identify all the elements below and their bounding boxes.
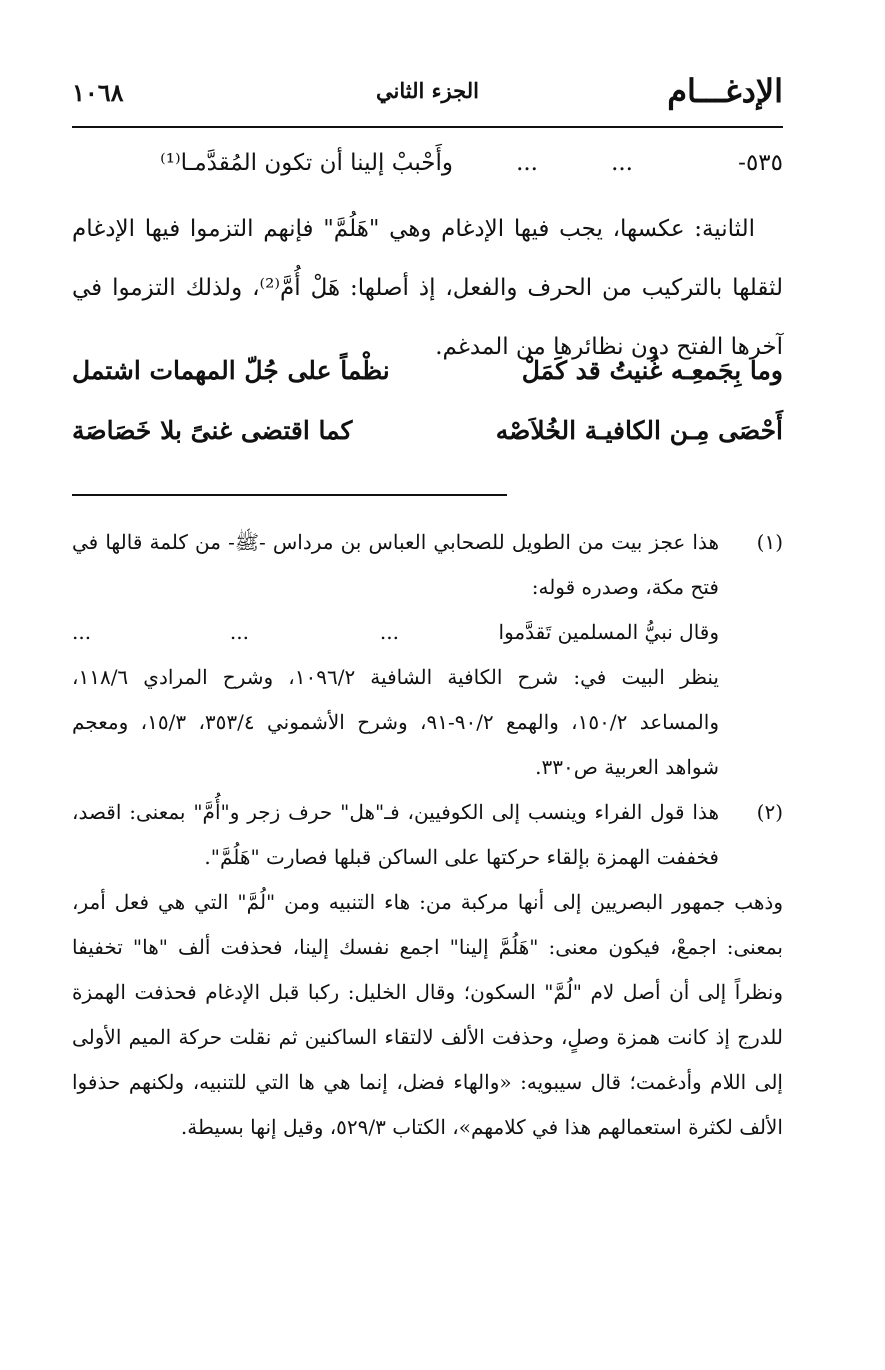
verse-ellipsis: ... bbox=[516, 150, 538, 176]
footnote-continuation: وذهب جمهور البصريين إلى أنها مركبة من: هاء التنبيه ومن "لُمَّ" التي هي فعل أمر، بمعنى: اجمعْ، فيكون معنى: "هَلُمَّ إلينا" اجمع نفسك إلينا، فحذفت ألف "ها" تخفيفا ونظراً إلى أن أصل لام "لُمَّ" السكون؛ وقال الخليل: ركبا قبل الإدغام فحذفت الهمزة للدرج إذ كانت همزة وصلٍ، وحذفت الألف لالتقاء الساكنين ثم نقلت حركة الميم الأولى إلى اللام وأدغمت؛ قال سيبويه: «والهاء فضل، إنما هي ها التي للتنبيه، ولكنهم حذفوا الألف لكثرة استعمالهم هذا في كلامهم»، الكتاب ٥٢٩/٣، وقيل إنها بسيطة. bbox=[72, 890, 783, 1139]
footnote-references: ينظر البيت في: شرح الكافية الشافية ١٠٩٦/٢، وشرح المرادي ١١٨/٦، والمساعد ١٥٠/٢، والهمع ٩٠/٢-٩١، وشرح الأشموني ٣٥٣/٤، ١٥/٣، ومعجم شواهد العربية ص٣٣٠. bbox=[72, 665, 719, 779]
footnote-marker: (٢) bbox=[756, 800, 783, 824]
verse-number: ٥٣٥- bbox=[738, 150, 783, 176]
poem-block bbox=[72, 356, 783, 476]
main-text bbox=[72, 200, 783, 377]
verse-ellipsis: ... bbox=[611, 150, 633, 176]
verse-535 bbox=[72, 150, 783, 194]
footnote-verse-text: وقال نبيُّ المسلمين تَقدَّموا bbox=[498, 620, 719, 644]
poem-hemistich: أَحْصَى مِـن الكافيـة الخُلاَصْه bbox=[495, 416, 783, 445]
footnote-divider bbox=[72, 494, 507, 496]
verse-text: وأَحْببْ إلينا أن تكون المُقدَّمـا⁽¹⁾ bbox=[160, 150, 453, 176]
verse-ellipsis: ... bbox=[379, 620, 399, 644]
verse-ellipsis: ... bbox=[229, 620, 249, 644]
footnote-text: هذا قول الفراء وينسب إلى الكوفيين، فـ"هل" حرف زجر و"أُمَّ" بمعنى: اقصد، فخففت الهمزة بإلقاء حركتها على الساكن قبلها فصارت "هَلُمَّ". bbox=[72, 800, 719, 869]
poem-hemistich: نظْماً على جُلّ المهمات اشتمل bbox=[72, 356, 390, 385]
page bbox=[72, 0, 783, 1370]
footnote-text: هذا عجز بيت من الطويل للصحابي العباس بن مرداس -ﷺ- من كلمة قالها في فتح مكة، وصدره قوله: bbox=[72, 530, 719, 599]
footnote-1 bbox=[72, 520, 783, 790]
section-title: الإدغـــام bbox=[667, 72, 783, 110]
footnote-2 bbox=[72, 790, 783, 880]
paragraph: الثانية: عكسها، يجب فيها الإدغام وهي "هَلُمَّ" فإنهم التزموا فيها الإدغام لثقلها بالتركيب من الحرف والفعل، إذ أصلها: هَلْ أُمَّ⁽²⁾، ولذلك التزموا في آخرها الفتح دون نظائرها من المدغم. bbox=[72, 216, 783, 360]
part-title: الجزء الثاني bbox=[376, 78, 479, 103]
footnote-verse bbox=[72, 610, 719, 655]
page-header bbox=[72, 72, 783, 120]
header-divider bbox=[72, 126, 783, 128]
footnote-marker: (١) bbox=[756, 530, 783, 554]
poem-hemistich: وما بِجَمعِـه غُنيتُ قد كَمَلْ bbox=[521, 356, 783, 385]
footnotes bbox=[72, 520, 783, 1150]
poem-hemistich: كما اقتضى غنىً بلا خَصَاصَة bbox=[72, 416, 353, 445]
poem-line bbox=[72, 416, 783, 476]
verse-ellipsis: ... bbox=[72, 620, 92, 644]
page-number: ١٠٦٨ bbox=[72, 78, 124, 107]
poem-line bbox=[72, 356, 783, 416]
